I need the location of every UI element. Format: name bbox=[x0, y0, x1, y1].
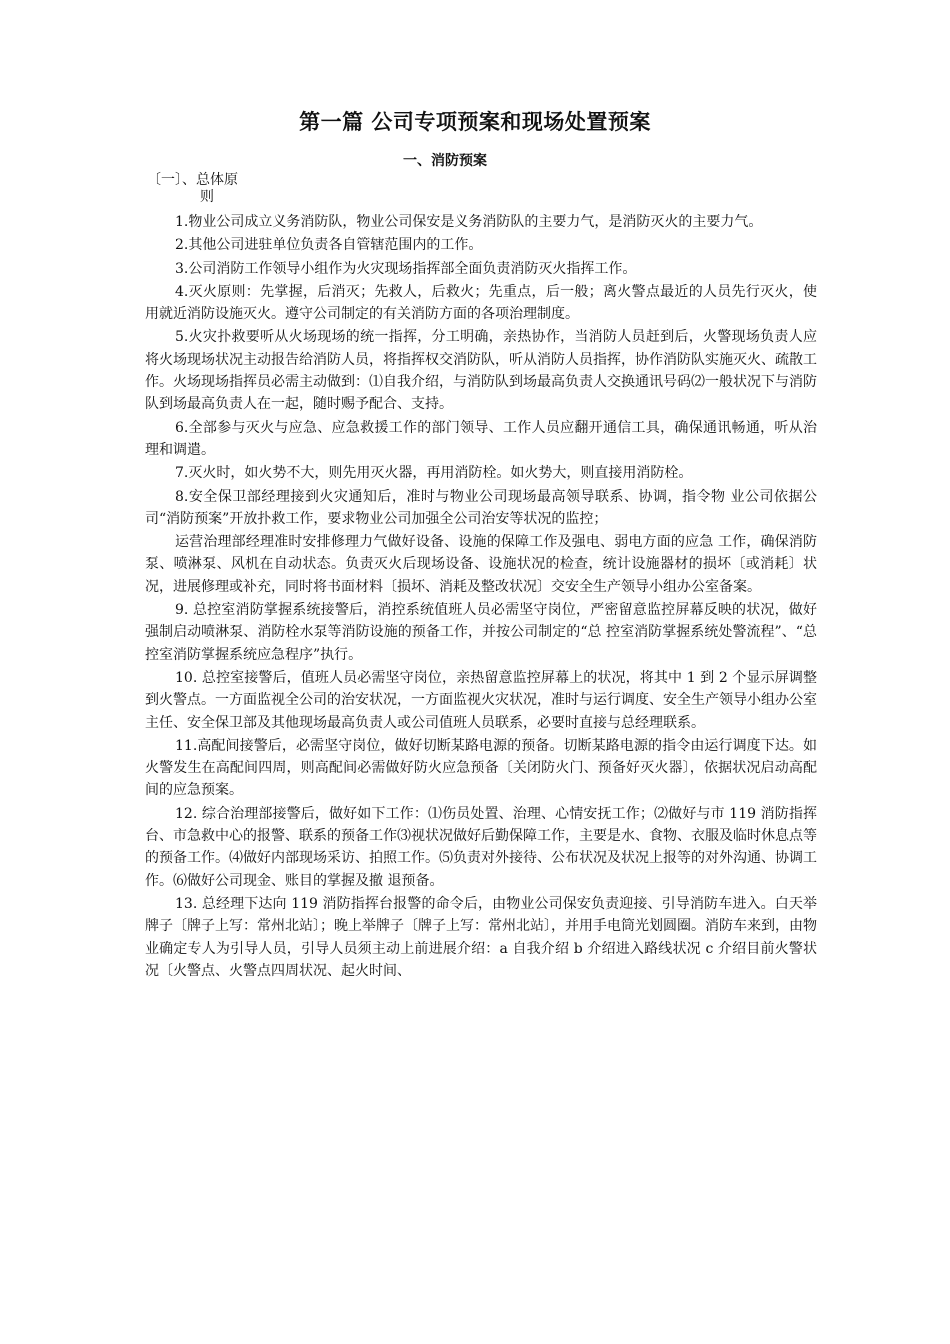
paragraph-9: 9. 总控室消防掌握系统接警后，消控系统值班人员必需坚守岗位，严密留意监控屏幕反映的状况，做好强制启动喷淋泵、消防栓水泵等消防设施的预备工作，并按公司制定的“总 控室消防掌握系统处警流程”、“总控室消防掌握系统应急程序”执行。 bbox=[145, 602, 817, 663]
document-body bbox=[145, 211, 817, 983]
paragraph-2: 2.其他公司进驻单位负责各自管辖范围内的工作。 bbox=[175, 237, 483, 254]
paragraph-7: 7.灭火时，如火势不大，则先用灭火器，再用消防栓。如火势大，则直接用消防栓。 bbox=[175, 465, 693, 482]
page-title: 第一篇 公司专项预案和现场处置预案 bbox=[299, 110, 651, 134]
subsection-heading bbox=[147, 172, 238, 206]
subsection-heading-line2: 则 bbox=[200, 189, 214, 205]
paragraph-1: 1.物业公司成立义务消防队，物业公司保安是义务消防队的主要力气，是消防灭火的主要力气。 bbox=[175, 214, 763, 230]
subsection-heading-line1: 〔一〕、总体原 bbox=[147, 172, 238, 188]
paragraph-8: 8.安全保卫部经理接到火灾通知后，准时与物业公司现场最高领导联系、协调，指令物 业公司依据公司“消防预案”开放扑救工作，要求物业公司加强全公司治安等状况的监控； bbox=[145, 488, 817, 527]
paragraph-6: 6.全部参与灭火与应急、应急救援工作的部门领导、工作人员应翻开通信工具，确保通讯畅通，听从治理和调遣。 bbox=[145, 419, 817, 458]
paragraph-12: 12. 综合治理部接警后，做好如下工作：⑴伤员处置、治理、心情安抚工作；⑵做好与市 119 消防指挥台、市急救中心的报警、联系的预备工作⑶视状况做好后勤保障工作，主要是水、食物、衣服及临时休息点等的预备工作。⑷做好内部现场采访、拍照工作。⑸负责对外接待、公布状况及状况上报等的对外沟通、协调工作。⑹做好公司现金、账目的掌握及撤 退预备。 bbox=[145, 805, 817, 889]
paragraph-8-continued: 运营治理部经理准时安排修理力气做好设备、设施的保障工作及强电、弱电方面的应急 工作，确保消防泵、喷淋泵、风机在自动状态。负责灭火后现场设备、设施状况的检查，统计设施器材的损坏〔或消耗〕状况，进展修理或补充，同时将书面材料〔损坏、消耗及整改状况〕交安全生产领导小组办公室备案。 bbox=[145, 534, 817, 595]
paragraph-3: 3.公司消防工作领导小组作为火灾现场指挥部全面负责消防灭火指挥工作。 bbox=[175, 260, 637, 277]
paragraph-5: 5.火灾扑救要听从火场现场的统一指挥，分工明确，亲热协作，当消防人员赶到后，火警现场负责人应将火场现场状况主动报告给消防人员，将指挥权交消防队，听从消防人员指挥，协作消防队实施灭火、疏散工作。火场现场指挥员必需主动做到：⑴自我介绍，与消防队到场最高负责人交换通讯号码⑵一般状况下与消防队到场最高负责人在一起，随时赐予配合、支持。 bbox=[145, 329, 817, 413]
paragraph-13: 13. 总经理下达向 119 消防指挥台报警的命令后，由物业公司保安负责迎接、引导消防车进入。白天举牌子〔牌子上写：常州北站〕；晚上举牌子〔牌子上写：常州北站〕，并用手电筒光划圆圈。消防车来到，由物业确定专人为引导人员，引导人员须主动上前进展介绍：a 自我介绍 b 介绍进入路线状况 c 介绍目前火警状况〔火警点、火警点四周状况、起火时间、 bbox=[145, 895, 817, 979]
paragraph-11: 11.高配间接警后，必需坚守岗位，做好切断某路电源的预备。切断某路电源的指令由运行调度下达。如火警发生在高配间四周，则高配间必需做好防火应急预备〔关闭防火门、预备好灭火器〕，依据状况启动高配间的应急预案。 bbox=[145, 737, 817, 799]
paragraph-4: 4.灭火原则：先掌握，后消灭；先救人，后救火；先重点，后一般；离火警点最近的人员先行灭火，使用就近消防设施灭火。遵守公司制定的有关消防方面的各项治理制度。 bbox=[145, 283, 817, 323]
paragraph-10: 10. 总控室接警后，值班人员必需坚守岗位，亲热留意监控屏幕上的状况，将其中 1 到 2 个显示屏调整到火警点。一方面监视全公司的治安状况，一方面监视火灾状况，准时与运行调度、安全生产领导小组办公室主任、安全保卫部及其他现场最高负责人或公司值班人员联系，必要时直接与总经理联系。 bbox=[145, 669, 817, 731]
section-title: 一、消防预案 bbox=[403, 153, 487, 169]
